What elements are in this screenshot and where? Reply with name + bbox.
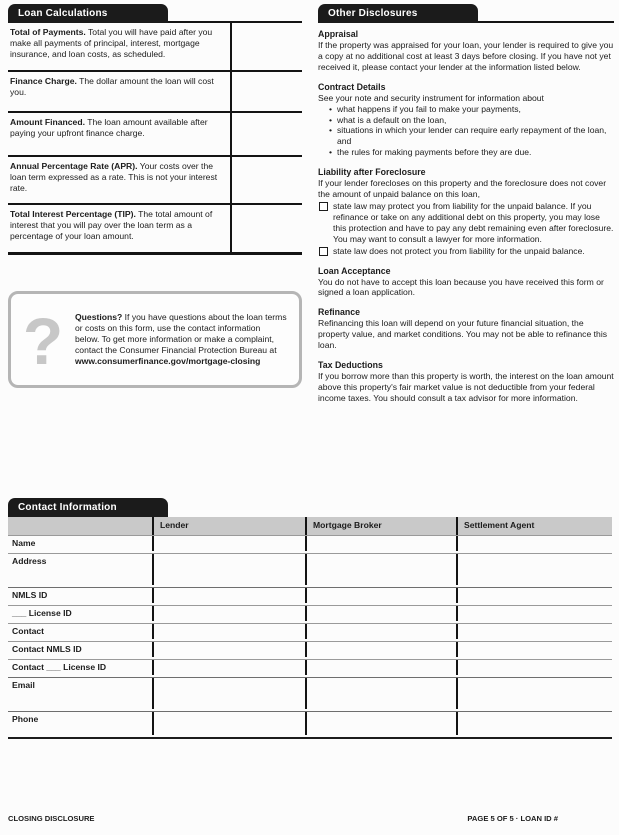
cell-settlement-agent xyxy=(456,712,612,735)
cell-settlement-agent xyxy=(456,536,612,551)
row-text: The loan amount available after paying your upfront finance charge. xyxy=(10,117,208,138)
footer-page-number: PAGE 5 OF 5 · LOAN ID # xyxy=(467,814,558,823)
table-row-apr xyxy=(8,157,302,205)
section-heading: Refinance xyxy=(318,307,361,318)
table-row-finance-charge xyxy=(8,72,302,113)
row-value-cell xyxy=(230,72,302,111)
section-heading: Liability after Foreclosure xyxy=(318,167,426,178)
section-tax-deductions xyxy=(318,360,614,404)
row-label: Email xyxy=(12,680,35,690)
bullet-item: • what happens if you fail to make your payments, xyxy=(318,104,614,115)
loan-calculations-tab xyxy=(8,4,168,23)
row-description xyxy=(8,113,230,155)
row-text: The total amount of interest that you will pay over the loan term as a percentage of your loan amount. xyxy=(10,209,213,241)
header-cell-lender: Lender xyxy=(152,517,305,535)
table-row-email xyxy=(8,677,612,711)
table-row-total-of-payments xyxy=(8,23,302,72)
row-text: Your costs over the loan term expressed as a rate. This is not your interest rate. xyxy=(10,161,218,193)
row-term: Finance Charge. xyxy=(10,76,77,86)
checkbox-label: state law may protect you from liability for the unpaid balance. If you refinance or take on any additional debt on this property, you may lose this protection and have to pay any debt remaining even after foreclosure. You may want to consult a lawyer for more information. xyxy=(333,200,614,244)
loan-calculations-section xyxy=(8,3,302,388)
loan-calculations-table xyxy=(8,23,302,255)
table-row-contact-nmls-id xyxy=(8,641,612,659)
row-value-cell xyxy=(230,157,302,203)
cell-settlement-agent xyxy=(456,642,612,657)
cell-settlement-agent xyxy=(456,660,612,675)
table-row-address xyxy=(8,553,612,587)
cell-lender xyxy=(152,536,305,551)
table-row-contact xyxy=(8,623,612,641)
cell-mortgage-broker xyxy=(305,660,456,675)
row-description xyxy=(8,205,230,252)
row-value-cell xyxy=(230,205,302,252)
header-cell-settlement-agent: Settlement Agent xyxy=(456,517,612,535)
row-description xyxy=(8,157,230,203)
cfpb-url: www.consumerfinance.gov/mortgage-closing xyxy=(75,356,261,366)
row-description xyxy=(8,72,230,111)
other-disclosures-title: Other Disclosures xyxy=(328,8,418,19)
section-body: You do not have to accept this loan because you have received this form or signed a loan application. xyxy=(318,276,604,298)
bullet-item: • the rules for making payments before they are due. xyxy=(318,147,614,158)
section-body: If your lender forecloses on this property and the foreclosure does not cover the amount of unpaid balance on this loan, xyxy=(318,178,607,200)
row-label: ___ License ID xyxy=(12,608,72,618)
cell-mortgage-broker xyxy=(305,588,456,603)
table-row-contact-license-id xyxy=(8,659,612,677)
bullet-item: • situations in which your lender can require early repayment of the loan, and xyxy=(318,125,614,147)
checkbox-item-state-law-does-not-protect xyxy=(318,246,614,257)
table-row-amount-financed xyxy=(8,113,302,157)
footer-document-title: CLOSING DISCLOSURE xyxy=(8,814,95,823)
checkbox-icon[interactable] xyxy=(319,202,328,211)
questions-box xyxy=(8,291,302,388)
cell-lender xyxy=(152,606,305,621)
header-cell-mortgage-broker: Mortgage Broker xyxy=(305,517,456,535)
checkbox-icon[interactable] xyxy=(319,247,328,256)
table-row-phone xyxy=(8,711,612,737)
table-row-nmls-id xyxy=(8,587,612,605)
section-appraisal xyxy=(318,29,614,73)
section-liability-after-foreclosure xyxy=(318,167,614,256)
row-label: Contact xyxy=(12,626,44,636)
section-heading: Loan Acceptance xyxy=(318,265,391,276)
cell-lender xyxy=(152,624,305,639)
cell-lender xyxy=(152,660,305,675)
cell-lender xyxy=(152,712,305,735)
section-body: If the property was appraised for your loan, your lender is required to give you a copy at no additional cost at least 3 days before closing. If you have not yet received it, please contact your lender at the information listed below. xyxy=(318,40,614,72)
row-label: Address xyxy=(12,556,47,566)
row-term: Annual Percentage Rate (APR). xyxy=(10,161,138,171)
questions-body: If you have questions about the loan terms or costs on this form, use the contact information below. To get more information or make a complaint, contact the Consumer Financial Protection Bureau at xyxy=(75,312,287,355)
cell-mortgage-broker xyxy=(305,712,456,735)
cell-lender xyxy=(152,642,305,657)
cell-mortgage-broker xyxy=(305,606,456,621)
cell-settlement-agent xyxy=(456,678,612,709)
row-label: NMLS ID xyxy=(12,590,48,600)
cell-settlement-agent xyxy=(456,588,612,603)
section-contract-details xyxy=(318,82,614,158)
cell-mortgage-broker xyxy=(305,678,456,709)
row-label: Phone xyxy=(12,714,39,724)
cell-lender xyxy=(152,554,305,585)
contact-information-table xyxy=(8,517,612,739)
table-header-row xyxy=(8,517,612,535)
row-label: Contact ___ License ID xyxy=(12,662,107,672)
cell-settlement-agent xyxy=(456,606,612,621)
cell-settlement-agent xyxy=(456,624,612,639)
section-loan-acceptance xyxy=(318,266,614,299)
table-row-name xyxy=(8,535,612,553)
section-heading: Appraisal xyxy=(318,29,359,39)
checkbox-item-state-law-may-protect xyxy=(318,201,614,245)
contact-information-section xyxy=(8,497,612,739)
section-heading: Contract Details xyxy=(318,81,386,92)
loan-calculations-title: Loan Calculations xyxy=(18,8,108,19)
row-label: Contact NMLS ID xyxy=(12,644,82,654)
section-refinance xyxy=(318,307,614,351)
section-body: Refinancing this loan will depend on your future financial situation, the property value, and market conditions. You may not be able to refinance this loan. xyxy=(318,318,608,351)
row-description xyxy=(8,23,230,70)
row-term: Total Interest Percentage (TIP). xyxy=(10,209,136,219)
cell-mortgage-broker xyxy=(305,624,456,639)
questions-text xyxy=(75,312,295,367)
questions-lead: Questions? xyxy=(75,312,123,322)
cell-settlement-agent xyxy=(456,554,612,585)
contact-information-tab xyxy=(8,498,168,517)
cell-mortgage-broker xyxy=(305,536,456,551)
bullet-list xyxy=(318,104,614,159)
table-row-license-id xyxy=(8,605,612,623)
row-label: Name xyxy=(12,538,36,548)
section-body: See your note and security instrument for information about xyxy=(318,92,544,103)
cell-mortgage-broker xyxy=(305,642,456,657)
cell-lender xyxy=(152,678,305,709)
row-value-cell xyxy=(230,23,302,70)
row-term: Total of Payments. xyxy=(10,27,86,37)
row-term: Amount Financed. xyxy=(10,117,85,127)
other-disclosures-section xyxy=(318,3,614,413)
other-disclosures-body xyxy=(318,23,614,404)
cell-lender xyxy=(152,588,305,603)
row-text: Total you will have paid after you make all payments of principal, interest, mortgage insurance, and loan costs, as scheduled. xyxy=(10,27,213,59)
checkbox-label: state law does not protect you from liability for the unpaid balance. xyxy=(333,245,585,256)
cell-mortgage-broker xyxy=(305,554,456,585)
header-cell-blank xyxy=(8,517,152,535)
table-row-tip xyxy=(8,205,302,254)
section-heading: Tax Deductions xyxy=(318,360,383,371)
other-disclosures-tab xyxy=(318,4,478,23)
section-body: If you borrow more than this property is worth, the interest on the loan amount above this property's fair market value is not deductible from your federal income taxes. You should consult a tax advisor for more information. xyxy=(318,371,614,403)
contact-information-title: Contact Information xyxy=(18,502,117,513)
bullet-item: • what is a default on the loan, xyxy=(318,115,614,126)
question-mark-icon: ? xyxy=(22,303,64,378)
row-text: The dollar amount the loan will cost you. xyxy=(10,76,214,97)
row-value-cell xyxy=(230,113,302,155)
